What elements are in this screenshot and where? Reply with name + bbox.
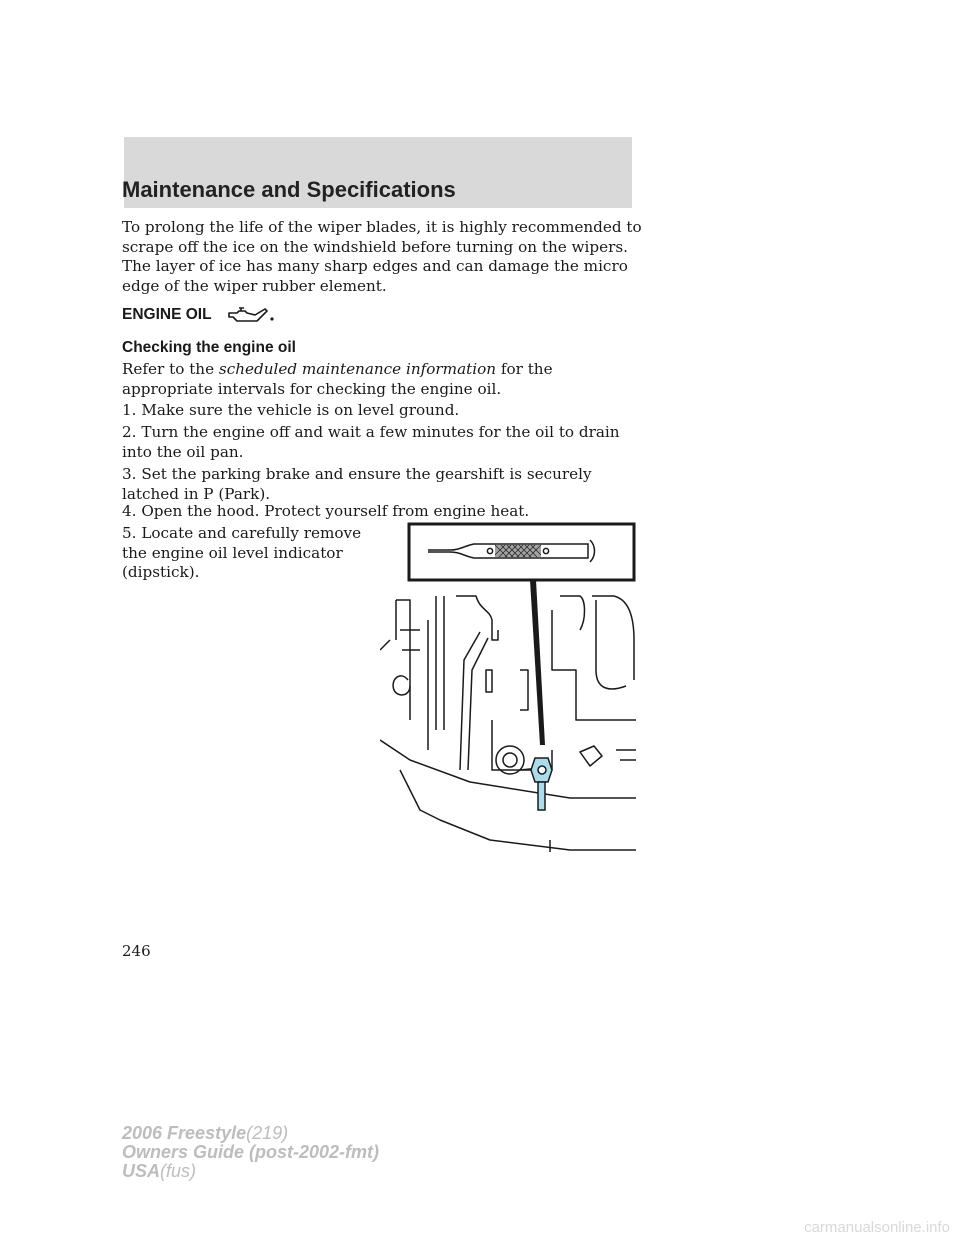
step-4: 4. Open the hood. Protect yourself from engine heat. <box>122 502 530 520</box>
refer-suffix: for the appropriate intervals for checking the engine oil. <box>122 360 553 398</box>
footer-model-code: (219) <box>246 1123 289 1143</box>
footer-model: 2006 Freestyle <box>122 1123 247 1143</box>
footer-region: USA <box>122 1161 161 1181</box>
page-number: 246 <box>122 942 151 960</box>
oil-can-icon <box>225 305 275 331</box>
footer-region-code: (fus) <box>160 1161 197 1181</box>
engine-oil-heading: ENGINE OIL <box>122 306 212 323</box>
dipstick-engine-illustration <box>380 520 636 864</box>
checking-heading: Checking the engine oil <box>122 339 296 356</box>
refer-prefix: Refer to the <box>122 360 215 378</box>
step-5: 5. Locate and carefully remove the engine oil level indicator (dipstick). <box>122 524 362 581</box>
footer-guide: Owners Guide (post-2002-fmt) <box>122 1142 380 1162</box>
intro-paragraph: To prolong the life of the wiper blades, it is highly recommended to scrape off the ice on the windshield before turning on the wipers. The layer of ice has many sharp edges and can damage the micro edge of the wiper rubber element. <box>122 218 642 295</box>
refer-paragraph <box>122 360 642 399</box>
step-3: 3. Set the parking brake and ensure the gearshift is securely latched in P (Park). <box>122 465 592 503</box>
step-1: 1. Make sure the vehicle is on level ground. <box>122 401 460 419</box>
refer-link-text: scheduled maintenance information <box>218 360 497 378</box>
page-title: Maintenance and Specifications <box>122 177 456 202</box>
step-2: 2. Turn the engine off and wait a few minutes for the oil to drain into the oil pan. <box>122 423 620 461</box>
document-footer <box>122 1124 379 1181</box>
watermark: carmanualsonline.info <box>804 1219 950 1236</box>
